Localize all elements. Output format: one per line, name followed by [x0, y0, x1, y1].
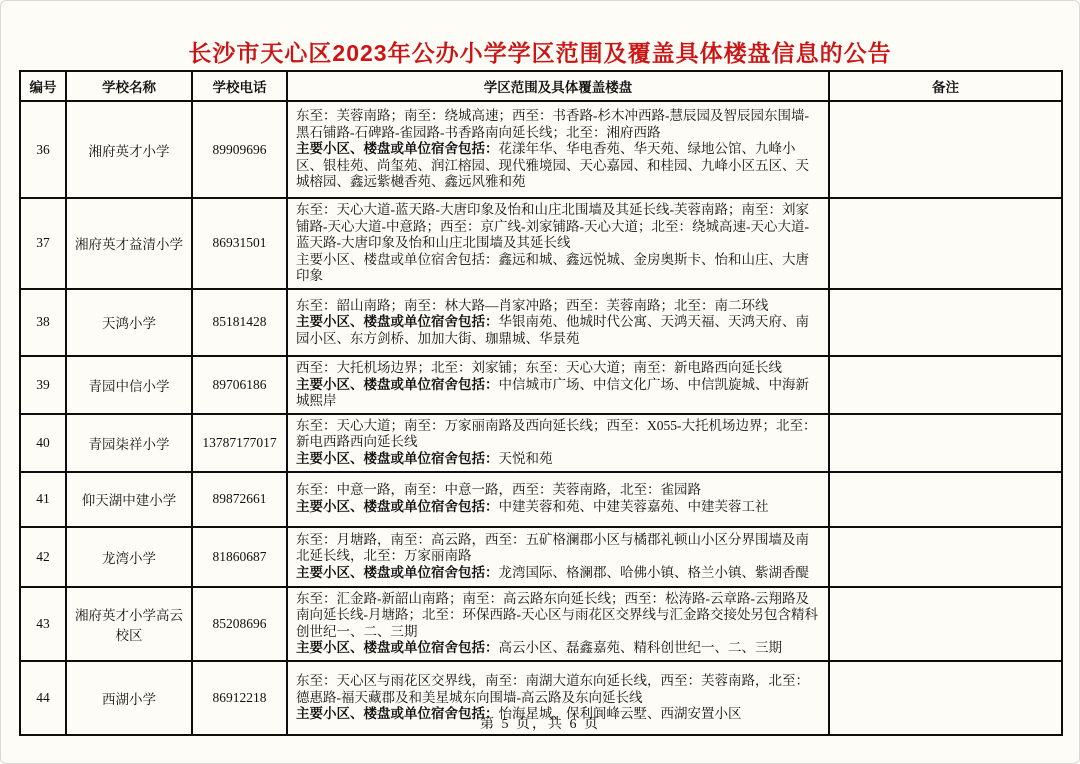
- table-row: [20, 198, 1062, 289]
- properties-text: [296, 377, 820, 410]
- page-number: 第 5 页，共 6 页: [480, 717, 600, 732]
- range-text: 西至：大托机场边界；北至：刘家铺；东至：天心大道；南至：新电路西向延长线: [296, 359, 782, 375]
- properties-text: [296, 565, 820, 582]
- properties-label: 主要小区、楼盘或单位宿舍包括：: [296, 314, 499, 330]
- table-body: [20, 101, 1062, 735]
- school-phone: 85208696: [192, 587, 287, 661]
- header-number: 编号: [20, 71, 66, 101]
- properties-label: 主要小区、楼盘或单位宿舍包括：: [296, 450, 499, 466]
- properties-text: [296, 141, 820, 191]
- properties-list: 中建芙蓉和苑、中建芙蓉嘉苑、中建芙蓉工社: [498, 499, 769, 515]
- properties-list: 中信城市广场、中信文化广场、中信凯旋城、中海新城熙岸: [296, 376, 809, 409]
- school-phone: 89706186: [192, 356, 287, 414]
- school-name: 西湖小学: [66, 661, 192, 735]
- range-text: 东至：天心大道；南至：万家丽南路及西向延长线；西至：X055-大托机场边界；北至：新电西路西向延长线: [296, 417, 817, 450]
- remark-cell: [829, 587, 1062, 661]
- properties-list: 华银南苑、他城时代公寓、天鸿天福、天鸿天府、南园小区、东方剑桥、加加大街、珈鼎城、华景苑: [296, 314, 809, 346]
- school-phone: 13787177017: [192, 414, 287, 472]
- properties-label: 主要小区、楼盘或单位宿舍包括：: [296, 499, 499, 515]
- table-row: [20, 587, 1062, 661]
- remark-cell: [829, 472, 1062, 527]
- page-title: 长沙市天心区2023年公办小学学区范围及覆盖具体楼盘信息的公告: [188, 40, 892, 66]
- properties-list: 鑫远和城、鑫远悦城、金房奥斯卡、怡和山庄、大唐印象: [296, 251, 809, 284]
- row-number: 36: [20, 101, 66, 198]
- school-name: 湘府英才小学: [66, 101, 192, 198]
- table-row: [20, 472, 1062, 527]
- row-number: 39: [20, 356, 66, 414]
- school-phone: 89872661: [192, 472, 287, 527]
- header-school-phone: 学校电话: [192, 71, 287, 101]
- school-name: 湘府英才小学高云校区: [66, 587, 192, 661]
- properties-text: [296, 314, 820, 347]
- row-number: 38: [20, 289, 66, 356]
- remark-cell: [829, 414, 1062, 472]
- school-name: 龙湾小学: [66, 527, 192, 587]
- school-name: 天鸿小学: [66, 289, 192, 356]
- school-phone: 85181428: [192, 289, 287, 356]
- remark-cell: [829, 356, 1062, 414]
- row-number: 41: [20, 472, 66, 527]
- district-range-cell: [287, 101, 829, 198]
- header-district-range: 学区范围及具体覆盖楼盘: [287, 71, 829, 101]
- row-number: 43: [20, 587, 66, 661]
- district-range-cell: [287, 587, 829, 661]
- header-remark: 备注: [829, 71, 1062, 101]
- properties-list: 高云小区、磊鑫嘉苑、精科创世纪一、二、三期: [498, 640, 782, 656]
- range-text: 东至：月塘路，南至：高云路，西至：五矿格澜郡小区与橘郡礼顿山小区分界围墙及南北延长线，北至：万家丽南路: [296, 531, 809, 564]
- table-row: [20, 101, 1062, 198]
- properties-list: 龙湾国际、格澜郡、哈佛小镇、格兰小镇、紫湖香醍: [498, 564, 809, 580]
- school-name: 湘府英才益清小学: [66, 198, 192, 289]
- table-row: [20, 289, 1062, 356]
- remark-cell: [829, 527, 1062, 587]
- properties-list: 怡海星城、保利阆峰云墅、西湖安置小区: [498, 706, 742, 722]
- district-range-cell: [287, 472, 829, 527]
- header-row: [20, 71, 1062, 101]
- remark-cell: [829, 198, 1062, 289]
- school-district-table: [19, 70, 1063, 736]
- properties-label: 主要小区、楼盘或单位宿舍包括：: [296, 251, 499, 267]
- row-number: 42: [20, 527, 66, 587]
- properties-text: [296, 451, 820, 468]
- school-name: 青园柒祥小学: [66, 414, 192, 472]
- header-school-name: 学校名称: [66, 71, 192, 101]
- district-range-cell: [287, 527, 829, 587]
- properties-label: 主要小区、楼盘或单位宿舍包括：: [296, 640, 499, 656]
- range-text: 东至：韶山南路；南至：林大路—肖家冲路；西至：芙蓉南路；北至：南二环线: [296, 297, 769, 313]
- school-name: 仰天湖中建小学: [66, 472, 192, 527]
- table-row: [20, 356, 1062, 414]
- properties-text: [296, 252, 820, 285]
- school-phone: 86931501: [192, 198, 287, 289]
- properties-label: 主要小区、楼盘或单位宿舍包括：: [296, 564, 499, 580]
- range-text: 东至：天心大道-蓝天路-大唐印象及怡和山庄北围墙及其延长线-芙蓉南路；南至：刘家铺路-天心大道-中意路；西至：京广线-刘家铺路-天心大道；北至：绕城高速-天心大道-蓝天路-大唐印象及怡和山庄北围墙及其延长线: [296, 202, 809, 251]
- properties-text: [296, 640, 820, 657]
- school-phone: 89909696: [192, 101, 287, 198]
- properties-label: 主要小区、楼盘或单位宿舍包括：: [296, 376, 499, 392]
- school-phone: 86912218: [192, 661, 287, 735]
- district-range-cell: [287, 356, 829, 414]
- row-number: 44: [20, 661, 66, 735]
- remark-cell: [829, 101, 1062, 198]
- district-range-cell: [287, 414, 829, 472]
- properties-text: [296, 499, 820, 516]
- range-text: 东至：芙蓉南路；南至：绕城高速；西至：书香路-杉木冲西路-慧辰园及智辰园东围墙-黑石铺路-石碑路-雀园路-书香路南向延长线；北至：湘府西路: [296, 108, 809, 140]
- row-number: 37: [20, 198, 66, 289]
- properties-label: 主要小区、楼盘或单位宿舍包括：: [296, 706, 499, 722]
- remark-cell: [829, 289, 1062, 356]
- properties-label: 主要小区、楼盘或单位宿舍包括：: [296, 141, 499, 157]
- properties-list: 花漾年华、华电香苑、华天苑、绿地公馆、九峰小区、银桂苑、尚玺苑、润江榕园、现代雅境园、天心嘉园、和桂园、九峰小区五区、天城榕园、鑫远紫樾香苑、鑫远风雅和苑: [296, 141, 809, 190]
- row-number: 40: [20, 414, 66, 472]
- table-row: [20, 527, 1062, 587]
- district-range-cell: [287, 289, 829, 356]
- school-name: 青园中信小学: [66, 356, 192, 414]
- range-text: 东至：中意一路，南至：中意一路，西至：芙蓉南路，北至：雀园路: [296, 482, 701, 498]
- table-row: [20, 414, 1062, 472]
- range-text: 东至：汇金路-新韶山南路；南至：高云路东向延长线；西至：松涛路-云章路-云翔路及南向延长线-月塘路；北至：环保西路-天心区与雨花区交界线与汇金路交接处另包含精科创世纪一、二、三期: [296, 590, 818, 639]
- range-text: 东至：天心区与雨花区交界线，南至：南湖大道东向延长线，西至：芙蓉南路，北至：德惠路-福天藏郡及和美星城东向围墙-高云路及东向延长线: [296, 673, 809, 705]
- properties-list: 天悦和苑: [498, 450, 553, 466]
- district-range-cell: [287, 198, 829, 289]
- school-phone: 81860687: [192, 527, 287, 587]
